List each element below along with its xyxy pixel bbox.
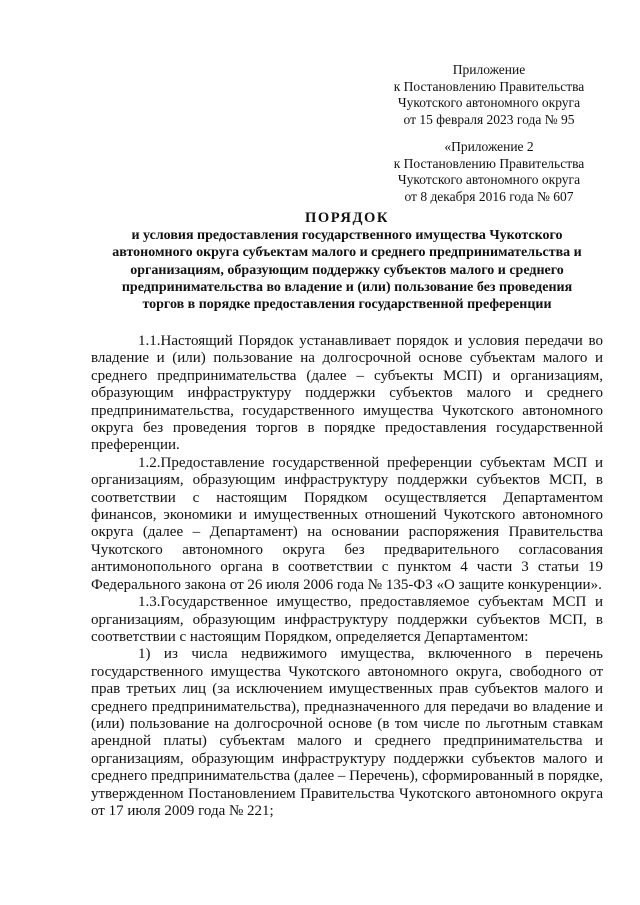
- document-body: [91, 333, 603, 820]
- document-title: [91, 210, 603, 313]
- title-line: и условия предоставления государственного имущества Чукотского: [131, 228, 563, 243]
- title-subtitle: [91, 227, 603, 313]
- annex-header-original: [370, 139, 608, 205]
- annex-line: Чукотского автономного округа: [397, 172, 581, 187]
- annex-line: Приложение: [452, 62, 526, 77]
- title-line: организациям, образующим поддержку субъектов малого и среднего: [130, 262, 564, 278]
- annex-header-current: [370, 62, 608, 128]
- title-line: торгов в порядке предоставления государственной преференции: [142, 297, 552, 313]
- title-line: предпринимательства во владение и (или) пользование без проведения: [121, 279, 573, 295]
- paragraph-1-2: 1.2.Предоставление государственной преференции субъектам МСП и организациям, образующим инфраструктуру поддержки субъектов МСП, в соответствии с настоящим Порядком осуществляется Департаментом финансов, экономики и имущественных отношений Чукотского автономного округа (далее – Департамент) на основании распоряжения Правительства Чукотского автономного округа без предварительного согласования антимонопольного органа в соответствии с пунктом 4 части 3 статьи 19 Федерального закона от 26 июля 2006 года № 135-ФЗ «О защите конкуренции».: [91, 454, 603, 593]
- paragraph-1-3: 1.3.Государственное имущество, предоставляемое субъектам МСП и организациям, образующим инфраструктуру поддержки субъектов МСП, в соответствии с настоящим Порядком, определяется Департаментом:: [91, 594, 603, 645]
- annex-line: к Постановлению Правительства: [393, 78, 585, 94]
- annex-line: Чукотского автономного округа: [397, 95, 581, 110]
- paragraph-1-3-item-1: 1) из числа недвижимого имущества, включенного в перечень государственного имущества Чукотского автономного округа, свободного от прав третьих лиц (за исключением имущественных прав субъектов малого и среднего предпринимательства), предназначенного для передачи во владение и (или) пользование на долгосрочной основе (в том числе по льготным ставкам арендной платы) субъектам малого и среднего предпринимательства и организациям, образующим инфраструктуру поддержки субъектов малого и среднего предпринимательства (далее – Перечень), сформированный в порядке, утвержденном Постановлением Правительства Чукотского автономного округа от 17 июля 2009 года № 221;: [91, 646, 603, 819]
- title-line: автономного округа субъектам малого и среднего предпринимательства и: [112, 245, 582, 261]
- annex-line: «Приложение 2: [444, 139, 534, 154]
- paragraph-1-1: 1.1.Настоящий Порядок устанавливает порядок и условия передачи во владение и (или) пользование на долгосрочной основе субъектам малого и среднего предпринимательства (далее – субъекты МСП) и организациям, образующим инфраструктуру поддержки субъектов малого и среднего предпринимательства, государственного имущества Чукотского автономного округа без проведения торгов в порядке предоставления государственной преференции.: [91, 333, 603, 454]
- annex-line: от 15 февраля 2023 года № 95: [403, 111, 575, 127]
- annex-line: от 8 декабря 2016 года № 607: [404, 188, 574, 204]
- title-main: ПОРЯДОК: [305, 210, 389, 226]
- annex-line: к Постановлению Правительства: [393, 155, 585, 171]
